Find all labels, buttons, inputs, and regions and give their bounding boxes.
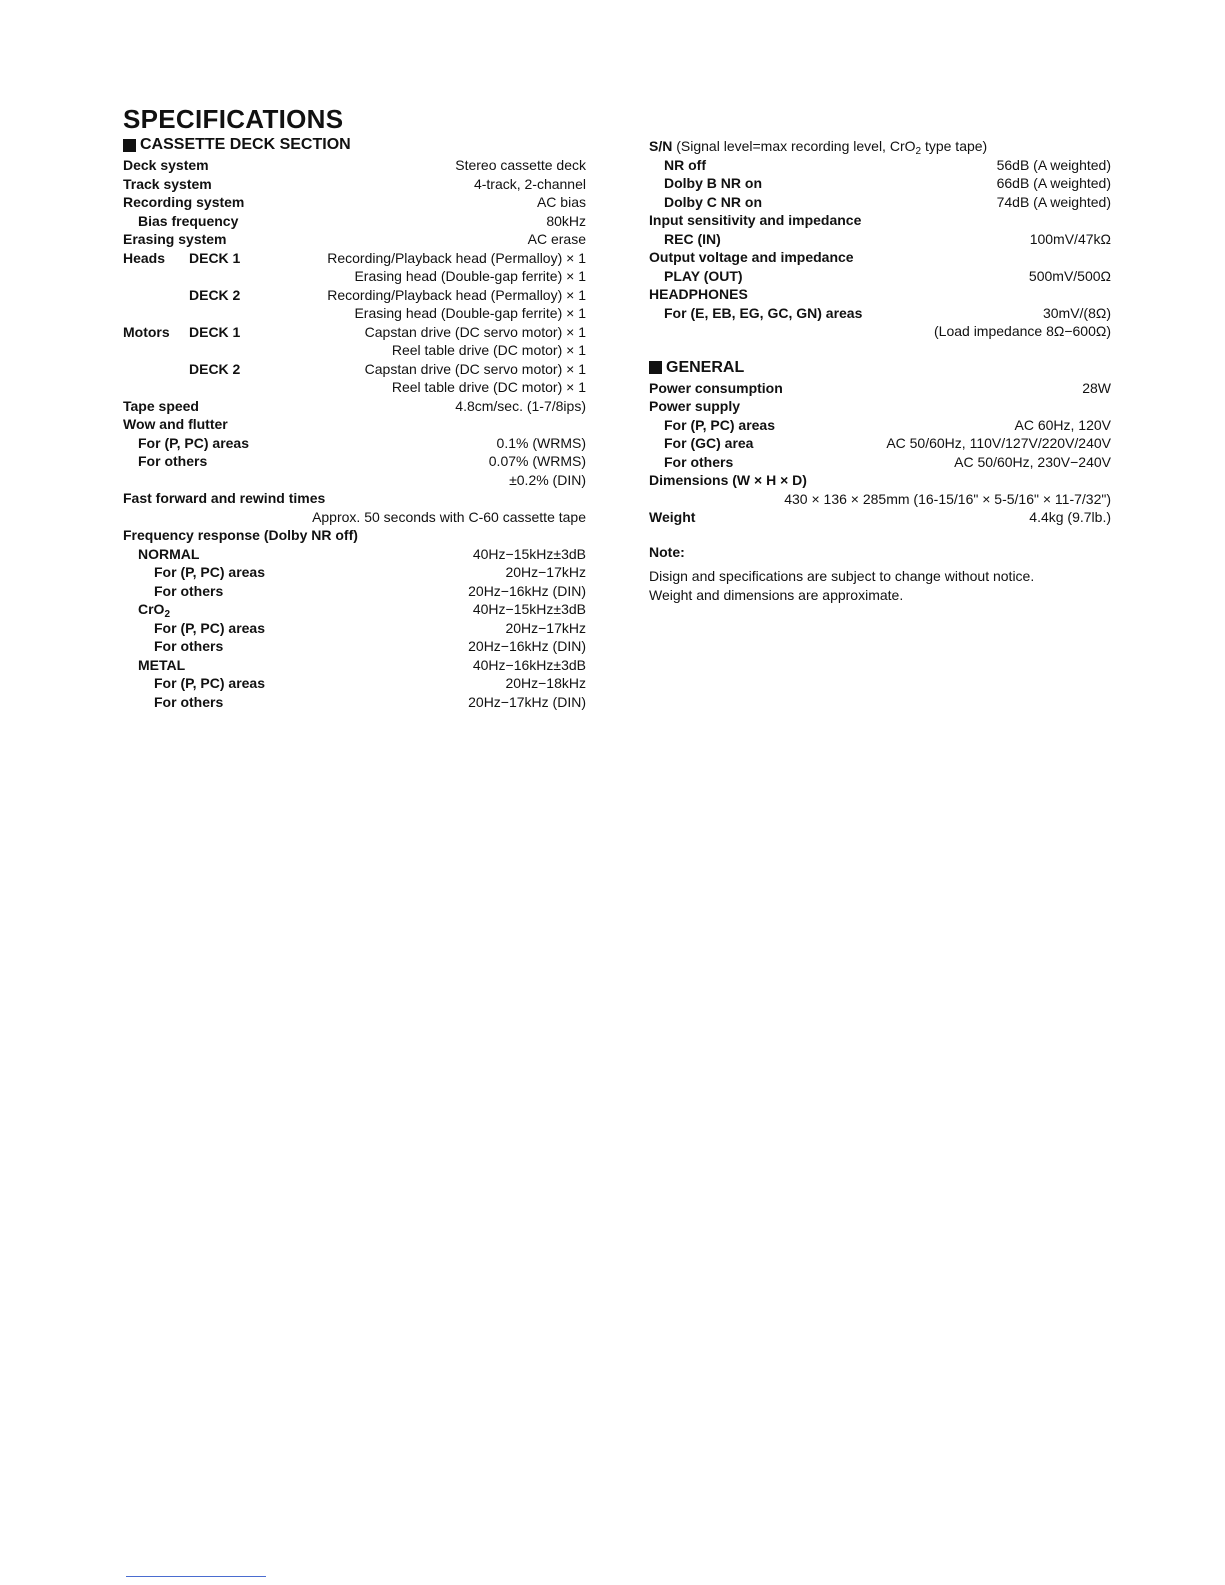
spec-row-track-system [123, 175, 586, 194]
spec-value: Erasing head (Double-gap ferrite) × 1 [354, 305, 586, 321]
spec-value: 28W [1082, 379, 1111, 396]
spec-value: AC erase [527, 231, 586, 247]
spec-row-recording-system [123, 193, 586, 212]
bullet-square-icon [123, 139, 136, 152]
spec-value: 100mV/47kΩ [1029, 230, 1111, 247]
sn-description-end: type tape) [921, 138, 988, 154]
spec-value: 20Hz−17kHz [505, 564, 586, 580]
spec-row-ps-others [649, 453, 1111, 472]
spec-label: For (GC) area [664, 435, 754, 451]
right-column [649, 137, 1111, 605]
spec-row-normal-p [123, 563, 586, 582]
spec-label: Output voltage and impedance [649, 249, 854, 265]
spec-row-normal [123, 545, 586, 564]
spec-row-wow-p [123, 434, 586, 453]
spec-value: 0.1% (WRMS) [496, 434, 586, 451]
spec-label: Wow and flutter [123, 416, 228, 432]
spec-label: Power consumption [649, 379, 783, 396]
spec-row-motors-deck1-b [123, 341, 586, 360]
spec-value: 0.07% (WRMS) [488, 453, 586, 469]
spec-row-wow-others [123, 452, 586, 471]
cassette-section-heading [123, 134, 586, 156]
spec-label: Erasing system [123, 231, 227, 247]
spec-label: For others [154, 693, 224, 710]
spec-label: Fast forward and rewind times [123, 490, 326, 506]
spec-value: ±0.2% (DIN) [509, 471, 586, 488]
spec-label: For others [154, 582, 224, 599]
note-body [649, 567, 1111, 605]
spec-label: Weight [649, 509, 696, 525]
spec-label: Heads [123, 249, 166, 266]
spec-value: Capstan drive (DC servo motor) × 1 [364, 360, 586, 377]
spec-row-heads-deck2-b [123, 304, 586, 323]
spec-label: For (P, PC) areas [138, 434, 250, 451]
spec-label: For (P, PC) areas [154, 564, 266, 580]
spec-label: For others [138, 453, 208, 469]
spec-row-dimensions-value [649, 490, 1111, 509]
spec-row-motors-deck2-b [123, 378, 586, 397]
spec-row-rec-in [649, 230, 1111, 249]
spec-row-erasing-system [123, 230, 586, 249]
spec-label: Bias frequency [138, 212, 239, 229]
spec-value: 40Hz−16kHz±3dB [472, 656, 586, 673]
spec-label: NORMAL [138, 545, 200, 562]
spec-row-wow-others-b [123, 471, 586, 490]
spec-label: For others [664, 453, 734, 470]
subscript: 2 [164, 609, 171, 620]
spec-row-cro2-others [123, 637, 586, 656]
spec-value: Recording/Playback head (Permalloy) × 1 [327, 249, 586, 266]
spec-row-metal-others [123, 693, 586, 712]
spec-label: Dolby B NR on [664, 175, 762, 191]
spec-value: AC 50/60Hz, 110V/127V/220V/240V [886, 435, 1111, 451]
spec-value: 30mV/(8Ω) [1042, 304, 1111, 321]
spec-row-weight [649, 508, 1111, 527]
spec-row-dimensions [649, 471, 1111, 490]
spec-label: Track system [123, 175, 212, 192]
spec-label: REC (IN) [664, 230, 721, 247]
spec-value: 66dB (A weighted) [996, 175, 1111, 191]
sn-description: (Signal level=max recording level, CrO [672, 138, 916, 154]
spec-label: NR off [664, 156, 706, 173]
spec-value: Erasing head (Double-gap ferrite) × 1 [354, 268, 586, 284]
spec-value: Stereo cassette deck [455, 157, 586, 173]
spec-value: 20Hz−16kHz (DIN) [468, 638, 586, 654]
spec-label: Recording system [123, 194, 245, 210]
spec-label: For (E, EB, EG, GC, GN) areas [664, 304, 863, 321]
spec-label: Dimensions (W × H × D) [649, 472, 807, 488]
spec-value: Recording/Playback head (Permalloy) × 1 [327, 286, 586, 303]
spec-row-play-out [649, 267, 1111, 286]
spec-row-fast-forward-value [123, 508, 586, 527]
spec-row-power-supply [649, 397, 1111, 416]
spec-label: Tape speed [123, 397, 199, 414]
spec-row-power-consumption [649, 379, 1111, 398]
spec-label: For (P, PC) areas [154, 619, 266, 636]
spec-value: 4.4kg (9.7lb.) [1029, 509, 1111, 525]
spec-label: Deck system [123, 157, 209, 173]
spec-value: 20Hz−18kHz [505, 675, 586, 691]
spec-row-dolby-b [649, 174, 1111, 193]
spec-value: 56dB (A weighted) [996, 156, 1111, 173]
spec-label: HEADPHONES [649, 286, 748, 302]
spec-row-wow-flutter [123, 415, 586, 434]
spec-row-frequency-response [123, 526, 586, 545]
spec-value: 80kHz [546, 212, 586, 229]
spec-row-headphones-areas [649, 304, 1111, 323]
general-section-heading [649, 357, 1111, 379]
spec-row-ps-gc [649, 434, 1111, 453]
spec-row-headphones [649, 285, 1111, 304]
spec-row-ps-p [649, 416, 1111, 435]
spec-row-deck-system [123, 156, 586, 175]
spec-row-metal [123, 656, 586, 675]
spec-row-bias-frequency [123, 212, 586, 231]
spec-label: Power supply [649, 398, 741, 414]
deck-label: DECK 2 [189, 360, 241, 377]
spec-label: PLAY (OUT) [664, 267, 743, 284]
spec-row-headphones-load [649, 322, 1111, 341]
spec-row-heads-deck1 [123, 249, 586, 268]
spec-row-dolby-c [649, 193, 1111, 212]
spec-value: 40Hz−15kHz±3dB [472, 545, 586, 562]
spec-row-heads-deck1-b [123, 267, 586, 286]
spec-label: Input sensitivity and impedance [649, 212, 862, 228]
spec-value: 20Hz−17kHz [505, 619, 586, 636]
note-heading [649, 543, 1111, 562]
note-line: Disign and specifications are subject to change without notice. [649, 568, 1035, 584]
bullet-square-icon [649, 361, 662, 374]
spec-value: 4.8cm/sec. (1-7/8ips) [455, 397, 586, 414]
spec-value: Approx. 50 seconds with C-60 cassette tape [312, 508, 586, 525]
general-heading-text: GENERAL [666, 358, 745, 376]
spec-row-input [649, 211, 1111, 230]
spec-label: For others [154, 638, 224, 654]
spec-row-heads-deck2 [123, 286, 586, 305]
spec-label: For (P, PC) areas [664, 416, 776, 433]
spec-row-metal-p [123, 674, 586, 693]
spec-row-cro2 [123, 600, 586, 619]
spec-value: 74dB (A weighted) [996, 193, 1111, 210]
note-line: Weight and dimensions are approximate. [649, 587, 904, 603]
subscript: 2 [915, 146, 922, 157]
spec-label: CrO [138, 601, 165, 617]
spec-label: Motors [123, 323, 170, 340]
note-label: Note: [649, 543, 685, 560]
spec-label: METAL [138, 656, 186, 673]
spec-row-motors-deck1 [123, 323, 586, 342]
spec-value: 20Hz−17kHz (DIN) [468, 693, 586, 710]
cassette-deck-section [123, 134, 586, 711]
page-title: SPECIFICATIONS [123, 104, 344, 134]
spec-value: AC 50/60Hz, 230V−240V [954, 453, 1111, 470]
spec-value: Capstan drive (DC servo motor) × 1 [364, 323, 586, 340]
spec-value: Reel table drive (DC motor) × 1 [391, 342, 586, 358]
spec-value: 4-track, 2-channel [473, 175, 586, 192]
spec-row-fast-forward [123, 489, 586, 508]
spec-value: Reel table drive (DC motor) × 1 [391, 379, 586, 395]
spec-value: 20Hz−16kHz (DIN) [468, 582, 586, 599]
spec-label: Frequency response (Dolby NR off) [123, 527, 358, 543]
footer-rule [126, 1576, 266, 1577]
spec-value: 430 × 136 × 285mm (16-15/16" × 5-5/16" × 11-7/32") [784, 490, 1111, 507]
spec-value: 500mV/500Ω [1028, 267, 1111, 284]
spec-row-tape-speed [123, 397, 586, 416]
deck-label: DECK 1 [189, 323, 241, 340]
spec-row-cro2-p [123, 619, 586, 638]
spec-value: 40Hz−15kHz±3dB [472, 601, 586, 617]
spec-value: AC 60Hz, 120V [1014, 416, 1111, 433]
spec-row-normal-others [123, 582, 586, 601]
spec-row-output [649, 248, 1111, 267]
deck-label: DECK 2 [189, 286, 241, 303]
spec-label: Dolby C NR on [664, 193, 762, 210]
spec-row-sn [649, 137, 1111, 156]
spec-row-motors-deck2 [123, 360, 586, 379]
spec-value: AC bias [536, 194, 586, 210]
deck-label: DECK 1 [189, 249, 241, 266]
spec-row-nr-off [649, 156, 1111, 175]
spec-label: For (P, PC) areas [154, 675, 266, 691]
spec-label: S/N [649, 138, 673, 154]
spec-value: (Load impedance 8Ω−600Ω) [934, 323, 1111, 339]
cassette-heading-text: CASSETTE DECK SECTION [140, 136, 351, 153]
